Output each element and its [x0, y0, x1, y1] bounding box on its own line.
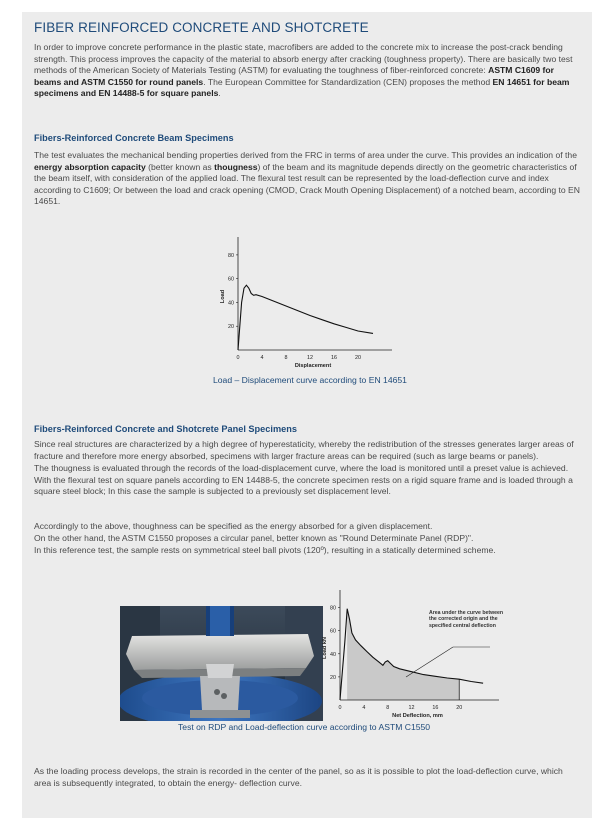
intro-text-1: In order to improve concrete performance in the plastic state, macrofibers are added to the concrete mix to increase the post-crack bending strength. This process improves the capacity of the material to absorb energy after cracking (toughness property). There are basically two test methods of the American Society of Materials Testing (ASTM) for evaluating the toughness of fiber-reinforced concrete: [34, 42, 573, 76]
panel-paragraph-4: On the other hand, the ASTM C1550 proposes a circular panel, better known as "Round Determinate Panel (RDP)". [34, 533, 474, 543]
x-axis-title: Net Deflection, mm [392, 713, 443, 719]
beam-section-heading: Fibers-Reinforced Concrete Beam Specimens [34, 133, 234, 143]
y-tick-label: 20 [330, 674, 336, 681]
beam-bold-2: thougness [214, 161, 258, 172]
area-annotation-label: Area under the curve between the corrected origin and the specified central deflection [429, 610, 504, 629]
intro-paragraph [34, 42, 582, 100]
beam-text-1: The test evaluates the mechanical bending properties derived from the FRC in terms of area under the curve. This provides an indication of the [34, 150, 577, 160]
load-deflection-chart [318, 588, 510, 720]
annotation-pointer [406, 647, 453, 677]
panel-chart-caption: Test on RDP and Load-deflection curve according to ASTM C1550 [178, 722, 431, 732]
x-tick-label: 12 [307, 355, 313, 361]
intro-text-3: . [218, 88, 221, 99]
x-tick-label: 16 [432, 705, 439, 711]
rdp-test-photo [120, 606, 323, 721]
beam-chart-caption: Load – Displacement curve according to EN 14651 [213, 375, 407, 385]
x-tick-label: 0 [236, 355, 240, 361]
beam-paragraph [34, 150, 582, 208]
y-tick-label: 40 [330, 651, 336, 658]
y-tick-label: 20 [228, 324, 234, 331]
data-line [238, 285, 373, 350]
y-tick-label: 60 [330, 628, 336, 635]
y-tick-label: 80 [228, 252, 234, 259]
x-tick-label: 8 [386, 705, 390, 711]
load-displacement-chart [210, 235, 400, 370]
x-tick-label: 12 [408, 705, 415, 711]
y-axis-title: Load kN [322, 636, 328, 660]
x-tick-label: 16 [331, 355, 337, 361]
x-axis-title: Displacement [294, 363, 332, 369]
panel-paragraph-1: Since real structures are characterized by a high degree of hyperestaticity, whereby the redistribution of the stresses generates larger areas of fracture and therefore more energy absorbed, specimens with larger fracture areas can be required (such as large beams or panels). [34, 439, 574, 461]
x-tick-label: 4 [362, 705, 366, 711]
x-tick-label: 20 [355, 355, 361, 361]
y-tick-label: 40 [228, 300, 234, 307]
page-title: FIBER REINFORCED CONCRETE AND SHOTCRETE [34, 20, 369, 35]
x-tick-label: 4 [260, 355, 264, 361]
intro-bold-1: ASTM C1609 for beams and ASTM C1550 for round panels [34, 65, 555, 87]
x-tick-label: 20 [456, 705, 463, 711]
intro-text-2: . The European Committee for Standardization (CEN) proposes the method [203, 76, 491, 87]
panel-paragraph-5: In this reference test, the sample rests on symmetrical steel ball pivots (120º), resulting in a statically determined scheme. [34, 545, 496, 555]
y-tick-label: 60 [228, 276, 234, 283]
x-tick-label: 0 [338, 705, 342, 711]
y-axis-title: Load [220, 289, 226, 304]
beam-bold-1: energy absorption capacity [34, 161, 146, 172]
closing-paragraph: As the loading process develops, the strain is recorded in the center of the panel, so as it is possible to plot the load-deflection curve, which area is subsequently integrated, to obtain the energy- deflection curve. [34, 766, 563, 788]
beam-text-3: ) of the beam and its magnitude depends directly on the geometric characteristics of the beam itself, with consideration of the applied load. The flexural test result can be represented by the load-deflection curve and index according to C1609; Or between the load and crack opening (CMOD, Crack Mouth Opening Displacement) of a notched beam, according to EN 14651. [34, 161, 580, 207]
x-tick-label: 8 [284, 355, 288, 361]
beam-text-2: (better known as [145, 161, 215, 172]
intro-bold-2: EN 14651 for beam specimens and EN 14488-5 for square panels [34, 76, 570, 99]
panel-paragraph-3: Accordingly to the above, thoughness can be specified as the energy absorbed for a given displacement. [34, 521, 433, 531]
panel-paragraph-2: The thougness is evaluated through the records of the load-displacement curve, where the load is monitored until a preset value is achieved. With the flexural test on square panels according to EN 14488-5, the concrete specimen rests on a rigid square frame and is loaded through a square steel block; In this case the sample is subjected to a previously set displacement level. [34, 463, 573, 497]
panel-section-heading: Fibers-Reinforced Concrete and Shotcrete Panel Specimens [34, 424, 297, 434]
y-tick-label: 80 [330, 605, 336, 612]
